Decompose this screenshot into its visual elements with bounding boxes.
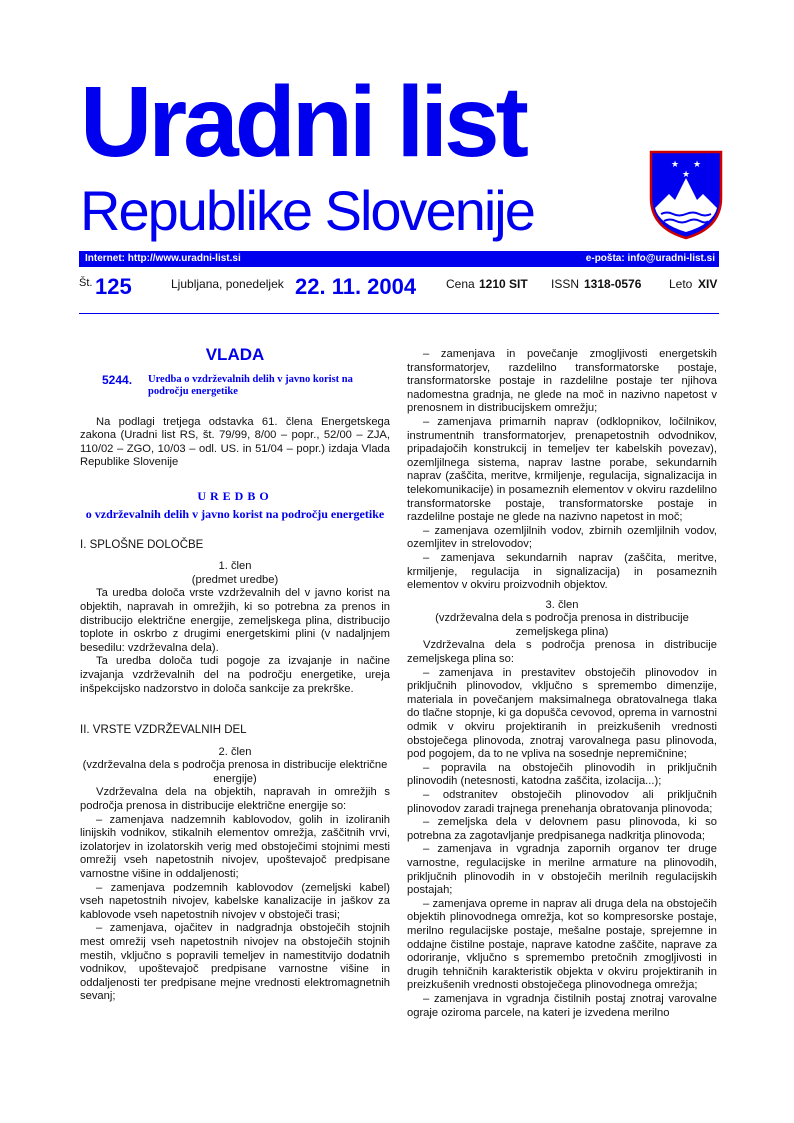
paragraph: Vzdrževalna dela na objektih, napravah in omrežjih s področja prenosa in distribucije električne energije so: [80,786,390,813]
paragraph: Ta uredba določa tudi pogoje za izvajanje in načine izvajanja vzdrževalnih del na področju energetike, ureja inšpekcijsko nadzorstvo in določa sankcije za prekrške. [80,655,390,695]
paragraph: – zemeljska dela v delovnem pasu plinovoda, ki so potrebna za zagotavljanje predpisanega nadkritja plinovoda; [407,816,717,842]
right-column [407,348,717,1020]
email-link[interactable]: e-pošta: info@uradni-list.si [585,253,715,264]
issn-label: ISSN [551,277,580,291]
section-heading: VLADA [205,345,265,364]
year: XIV [698,277,718,291]
article-subheading: (vzdrževalna dela s področja prenosa in distribucije električne energije) [82,759,388,785]
act-number: 5244. [102,372,133,387]
masthead-subtitle: Republike Slovenije [80,179,534,242]
paragraph: – zamenjava in povečanje zmogljivosti energetskih transformatorjev, razdelilno transformatorske postaje, transformatorske postaje in razdelilne postaje ter njihova nadomestna gradnja, ne glede na moč in nazivno napetost v prenosnem in distribucijskem omrežju; [407,348,717,415]
paragraph: – zamenjava nadzemnih kablovodov, golih in izoliranih linijskih vodnikov, stikalnih elementov omrežja, zaščitnih vrvi, izolatorjev in izolatorskih verig med obstoječimi stojnimi mesti omrežij vseh napetostnih nivojev, upoštevajoč predpisane varnostne višine in oddaljenosti; [80,813,390,881]
article-heading: 3. člen [545,598,579,611]
article-subheading: (predmet uredbe) [191,573,279,586]
paragraph: Vzdrževalna dela s področja prenosa in distribucije zemeljskega plina so: [407,639,717,666]
paragraph: – zamenjava sekundarnih naprav (zaščita, meritve, krmiljenje, regulacija in signalizacija) in posameznih elementov v okviru proizvodnih objektov. [407,551,717,592]
issue-number-label: Št. [79,277,93,289]
svg-text:★: ★ [692,160,702,170]
paragraph: – zamenjava, ojačitev in nadgradnja obstoječih stojnih mest omrežij vseh napetostnih nivojev na obstoječih stojnih mestih, vključno s popravili temeljev in namestitvijo dodatnih vodnikov, upoštevajoč predpisane varnostne višine in oddaljenosti ter predpisane mejne vrednosti elektromagnetnih sevanj; [80,922,390,1003]
article-subheading: (vzdrževalna dela s področja prenosa in distribucije zemeljskega plina) [435,612,689,638]
article-heading: 1. člen [218,560,252,573]
paragraph: – zamenjava in vgradnja zapornih organov ter druge varnostne, regulacijske in merilne armature na plinovodih, priključnih plinovodih in v obstoječih merilnih regulacijskih postajah; [407,843,717,897]
decree-subtitle: o vzdrževalnih delih v javno korist na področju energetike [85,506,385,521]
price: 1210 SIT [479,277,528,291]
svg-text:★: ★ [670,160,680,170]
paragraph: – odstranitev obstoječih plinovodov ali priključnih plinovodov zaradi trajnega prenehanja obratovanja plinovoda; [407,789,717,815]
internet-link[interactable]: Internet: http://www.uradni-list.si [85,253,241,264]
year-label: Leto [669,277,693,291]
paragraph: – zamenjava opreme in naprav ali druga dela na obstoječih objektih plinovodnega omrežja, kot so kompresorske postaje, merilno regulacijske postaje, mešalne postaje, sprejemne in oddajne čistilne postaje, naprave katodne zaščite, naprave za odoriranje, vključno s spremembo pretočnih zmogljivosti in drugih tehničnih karakteristik objekta v okviru projektiranih in preizkušenih vrednosti obstoječega plinovodnega omrežja; [407,897,717,992]
issue-info [79,275,719,305]
left-column [80,345,390,1004]
issue-place-day: Ljubljana, ponedeljek [171,277,284,291]
coat-of-arms-slovenia-icon [649,150,723,240]
article-heading: 2. člen [218,745,252,758]
decree-title: UREDBO [197,488,273,503]
paragraph: – zamenjava ozemljilnih vodov, zbirnih ozemljilnih vodov, ozemljitev in strelovodov; [407,524,717,551]
chapter-heading: I. SPLOŠNE DOLOČBE [80,538,204,551]
paragraph: – popravila na obstoječih plinovodih in priključnih plinovodih (netesnosti, katodna zaščita, izolacija...); [407,761,717,788]
svg-text:★: ★ [681,170,691,180]
chapter-heading: II. VRSTE VZDRŽEVALNIH DEL [80,724,247,737]
paragraph: Ta uredba določa vrste vzdrževalnih del v javno korist na objektih, napravah in omrežjih, ki so potrebna za prenos in distribucijo električne energije, zemeljskega plina, distribucijo toplote in oskrbo z drugimi energetskimi plini (v nadaljnjem besedilu: vzdrževalna dela). [80,587,390,654]
issn: 1318-0576 [584,277,642,291]
preamble: Na podlagi tretjega odstavka 61. člena Energetskega zakona (Uradni list RS, št. 79/99, 8/00 – popr., 52/00 – ZJA, 110/02 – ZGO, 10/03 – odl. US. in 51/04 – popr.) izdaja Vlada Republike Slovenije [80,415,390,469]
paragraph: – zamenjava primarnih naprav (odklopnikov, ločilnikov, instrumentnih transformatorjev, prenapetostnih odvodnikov, pripadajočih konstrukcij in temeljev ter kabelskih povezav), ozemljilnega sistema, naprav lastne porabe, sekundarnih naprav (zaščita, meritve, krmiljenje, regulacija, signalizacija in telekomunikacije) in posameznih elementov v okviru razdelilno transformatorske postaje, transformatorske postaje in razdelilne postaje ne glede na nazivno napetost in moč; [407,415,717,524]
issue-number: 125 [95,274,132,299]
web-contact-bar [79,251,719,267]
price-label: Cena [446,277,475,291]
header-divider [79,313,719,314]
act-entry [80,374,390,398]
paragraph: – zamenjava in prestavitev obstoječih plinovodov in priključnih plinovodov, vključno s spremembo dimenzije, materiala in povečanjem maksimalnega obratovalnega tlaka do tlačne stopnje, ki ga dopušča cevovod, oprema in varnostni odmik v okviru projektiranih in preizkušenih vrednosti obstoječega plinovoda, znotraj varovalnega pasu plinovoda, pod pogojem, da to ne vpliva na sosednje nepremičnine; [407,666,717,761]
act-title: Uredba o vzdrževalnih delih v javno korist na področju energetike [148,373,353,397]
issue-date: 22. 11. 2004 [295,274,417,299]
paragraph: – zamenjava podzemnih kablovodov (zemeljski kabel) vseh napetostnih nivojev, kabelske kanalizacije in jaškov za kablovode vseh napetostnih nivojev v obstoječi trasi; [80,881,390,921]
masthead-title: Uradni list [80,66,525,178]
paragraph: – zamenjava in vgradnja čistilnih postaj znotraj varovalne ograje oziroma parcele, na kateri je izvedena merilno [407,992,717,1019]
